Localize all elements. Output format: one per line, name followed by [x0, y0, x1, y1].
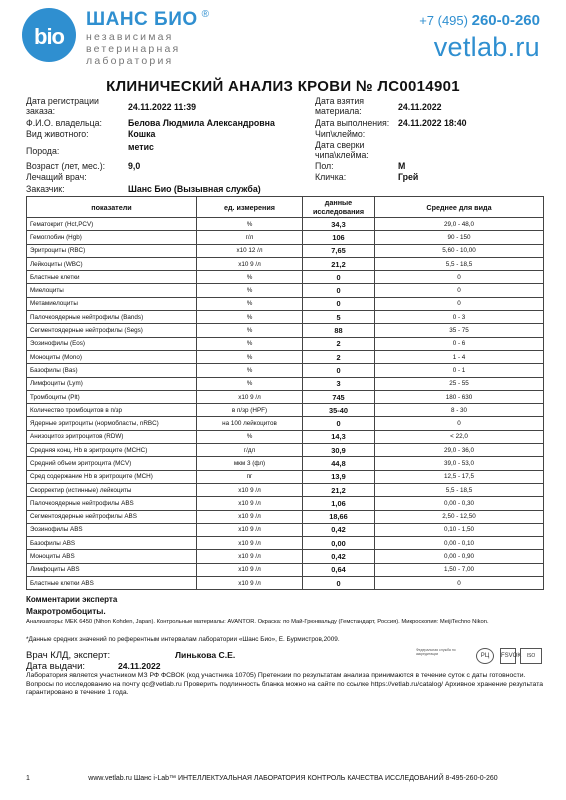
row-value: 14,3 — [303, 430, 375, 443]
sex-label: Пол: — [315, 161, 334, 171]
expert-label: Врач КЛД, эксперт: — [26, 650, 111, 661]
row-reference: 0 - 1 — [375, 364, 544, 377]
fsvok-mark-icon: FSVOK — [500, 648, 516, 664]
row-unit: x10 9 /л — [197, 257, 303, 270]
done-date-value: 24.11.2022 18:40 — [398, 118, 467, 128]
table-row — [27, 550, 544, 563]
comments-text: Макротромбоциты. — [26, 606, 106, 616]
col-header-unit: ед. измерения — [197, 197, 303, 218]
row-parameter: Лимфоциты (Lym) — [27, 377, 197, 390]
row-reference: 0 - 3 — [375, 311, 544, 324]
row-unit: % — [197, 350, 303, 363]
row-parameter: Лейкоциты (WBC) — [27, 257, 197, 270]
row-unit: % — [197, 324, 303, 337]
contacts — [419, 12, 540, 63]
sample-date-value: 24.11.2022 — [398, 102, 442, 112]
row-reference: 0,00 - 0,10 — [375, 537, 544, 550]
row-reference: 1,50 - 7,00 — [375, 563, 544, 576]
chip-check-label: Дата сверки чипа\клейма: — [315, 140, 369, 160]
certification-mark-icon: РЦ — [476, 648, 494, 664]
row-value: 35-40 — [303, 404, 375, 417]
row-unit: г/дл — [197, 444, 303, 457]
phone-number: 260-0-260 — [471, 12, 540, 29]
analyzers-note: Анализаторы: MEK 6450 (Nihon Kohden, Japan). Контрольные материалы: AVANTOR. Окраска: по Май-Грюнвальду (Гемстандарт, Россия). Микроскопия: MeijiTechno Nikon. — [26, 619, 489, 625]
row-parameter: Миелоциты — [27, 284, 197, 297]
row-value: 88 — [303, 324, 375, 337]
row-reference: 12,5 - 17,5 — [375, 470, 544, 483]
breed-label: Порода: — [26, 146, 60, 156]
row-unit: г/л — [197, 231, 303, 244]
brand-subtitle-line: лаборатория — [86, 55, 174, 67]
row-value: 34,3 — [303, 218, 375, 231]
row-unit: % — [197, 271, 303, 284]
table-row — [27, 510, 544, 523]
row-reference: 29,0 - 36,0 — [375, 444, 544, 457]
row-parameter: Лимфоциты ABS — [27, 563, 197, 576]
row-reference: 5,5 - 18,5 — [375, 483, 544, 496]
reg-date-label: Дата регистрации заказа: — [26, 96, 99, 116]
row-parameter: Тромбоциты (Plt) — [27, 390, 197, 403]
row-parameter: Базофилы (Bas) — [27, 364, 197, 377]
row-value: 21,2 — [303, 483, 375, 496]
table-row — [27, 231, 544, 244]
row-value: 0,42 — [303, 550, 375, 563]
row-reference: 29,0 - 48,0 — [375, 218, 544, 231]
row-value: 0 — [303, 577, 375, 590]
row-value: 0 — [303, 284, 375, 297]
issue-date-value: 24.11.2022 — [118, 661, 161, 671]
phone[interactable] — [419, 12, 540, 29]
table-row — [27, 377, 544, 390]
row-reference: 0,00 - 0,90 — [375, 550, 544, 563]
row-reference: 90 - 150 — [375, 231, 544, 244]
table-row — [27, 497, 544, 510]
table-row — [27, 350, 544, 363]
customer-value: Шанс Био (Вызывная служба) — [128, 184, 261, 194]
row-parameter: Сред содержание Hb в эритроците (MCH) — [27, 470, 197, 483]
logo-text: bio — [34, 24, 64, 49]
customer-label: Заказчик: — [26, 184, 65, 194]
row-unit: x10 9 /л — [197, 550, 303, 563]
table-row — [27, 284, 544, 297]
row-parameter: Скорректир (истинные) лейкоциты — [27, 483, 197, 496]
row-unit: x10 9 /л — [197, 497, 303, 510]
disclaimer: Лаборатория является участником МЗ РФ ФСВОК (код участника 10705) Претензии по результатам анализа принимаются в течение суток с даты готовности. Вопросы по исследованию на почту qc@vetlab.ru Проверить подлинность бланка можно на сайте по ссылке https://vetlab.ru/catalog/ Архивное хранение результата гарантировано в течение 1 года. — [26, 672, 544, 697]
results-header-row — [27, 197, 544, 218]
table-row — [27, 271, 544, 284]
table-row — [27, 537, 544, 550]
row-unit: x10 9 /л — [197, 510, 303, 523]
row-reference: 0 — [375, 417, 544, 430]
row-reference: 5,5 - 18,5 — [375, 257, 544, 270]
table-row — [27, 430, 544, 443]
row-parameter: Палочкоядерные нейтрофилы (Bands) — [27, 311, 197, 324]
row-unit: x10 12 /л — [197, 244, 303, 257]
reference-note: *Данные средних значений по референтным интервалам лаборатории «Шанс Био», Е. Бурмистров,2009. — [26, 636, 340, 643]
breed-value: метис — [128, 142, 154, 152]
row-parameter: Сегментоядерные нейтрофилы ABS — [27, 510, 197, 523]
owner-label: Ф.И.О. владельца: — [26, 118, 102, 128]
row-value: 106 — [303, 231, 375, 244]
row-unit: % — [197, 430, 303, 443]
comments-heading: Комментарии эксперта — [26, 595, 118, 604]
brand-subtitle-line: ветеринарная — [86, 43, 181, 55]
row-value: 0 — [303, 364, 375, 377]
row-unit: % — [197, 377, 303, 390]
row-unit: x10 9 /л — [197, 577, 303, 590]
row-value: 13,9 — [303, 470, 375, 483]
row-unit: x10 9 /л — [197, 523, 303, 536]
table-row — [27, 390, 544, 403]
table-row — [27, 324, 544, 337]
table-row — [27, 483, 544, 496]
row-reference: 0 — [375, 284, 544, 297]
row-value: 0,64 — [303, 563, 375, 576]
row-reference: 35 - 75 — [375, 324, 544, 337]
table-row — [27, 337, 544, 350]
row-parameter: Бластные клетки — [27, 271, 197, 284]
row-unit: % — [197, 284, 303, 297]
expert-name: Линькова С.Е. — [175, 650, 236, 660]
table-row — [27, 523, 544, 536]
table-row — [27, 297, 544, 310]
row-parameter: Средний объем эритроцита (MCV) — [27, 457, 197, 470]
row-reference: 180 - 630 — [375, 390, 544, 403]
brand-block — [86, 9, 209, 67]
row-reference: 0 — [375, 297, 544, 310]
row-reference: 39,0 - 53,0 — [375, 457, 544, 470]
row-unit: x10 9 /л — [197, 563, 303, 576]
registered-mark: ® — [201, 9, 210, 20]
table-row — [27, 417, 544, 430]
row-unit: % — [197, 218, 303, 231]
row-reference: 0 — [375, 271, 544, 284]
row-reference: 8 - 30 — [375, 404, 544, 417]
row-value: 2 — [303, 337, 375, 350]
col-header-parameter: показатели — [27, 197, 197, 218]
row-unit: x10 9 /л — [197, 483, 303, 496]
site-link[interactable]: vetlab.ru — [433, 32, 540, 62]
table-row — [27, 244, 544, 257]
row-parameter: Анизоцитоз эритроцитов (RDW) — [27, 430, 197, 443]
row-parameter: Моноциты ABS — [27, 550, 197, 563]
row-value: 1,06 — [303, 497, 375, 510]
table-row — [27, 457, 544, 470]
row-parameter: Эозинофилы (Eos) — [27, 337, 197, 350]
species-value: Кошка — [128, 129, 156, 139]
row-parameter: Моноциты (Mono) — [27, 350, 197, 363]
col-header-value: данные исследования — [303, 197, 375, 218]
page-title: КЛИНИЧЕСКИЙ АНАЛИЗ КРОВИ № ЛС0014901 — [106, 78, 460, 95]
page-header — [0, 0, 566, 70]
nickname-label: Кличка: — [315, 172, 347, 182]
row-unit: % — [197, 297, 303, 310]
row-unit: x10 9 /л — [197, 537, 303, 550]
row-value: 3 — [303, 377, 375, 390]
row-value: 0 — [303, 271, 375, 284]
row-unit: x10 9 /л — [197, 390, 303, 403]
row-value: 0,00 — [303, 537, 375, 550]
row-value: 44,8 — [303, 457, 375, 470]
phone-prefix: +7 (495) — [419, 13, 468, 28]
row-parameter: Палочкоядерные нейтрофилы ABS — [27, 497, 197, 510]
sample-date-label: Дата взятия материала: — [315, 96, 365, 116]
row-reference: 0,00 - 0,30 — [375, 497, 544, 510]
table-row — [27, 470, 544, 483]
done-date-label: Дата выполнения: — [315, 118, 390, 128]
row-reference: 0,10 - 1,50 — [375, 523, 544, 536]
row-reference: 25 - 55 — [375, 377, 544, 390]
row-parameter: Базофилы ABS — [27, 537, 197, 550]
patient-info — [26, 96, 546, 196]
row-parameter: Гемоглобин (Hgb) — [27, 231, 197, 244]
row-value: 745 — [303, 390, 375, 403]
row-parameter: Метамиелоциты — [27, 297, 197, 310]
row-reference: 1 - 4 — [375, 350, 544, 363]
row-parameter: Эозинофилы ABS — [27, 523, 197, 536]
table-row — [27, 364, 544, 377]
table-row — [27, 563, 544, 576]
row-value: 2 — [303, 350, 375, 363]
row-parameter: Количество тромбоцитов в п/зр — [27, 404, 197, 417]
row-parameter: Ядерные эритроциты (нормобласты, nRBC) — [27, 417, 197, 430]
row-unit: % — [197, 311, 303, 324]
page-number: 1 — [26, 775, 30, 782]
row-reference: 2,50 - 12,50 — [375, 510, 544, 523]
row-reference: 0 — [375, 577, 544, 590]
row-parameter: Эритроциты (RBC) — [27, 244, 197, 257]
row-unit: % — [197, 364, 303, 377]
doctor-label: Лечащий врач: — [26, 172, 87, 182]
row-unit: мкм 3 (фл) — [197, 457, 303, 470]
table-row — [27, 444, 544, 457]
table-row — [27, 257, 544, 270]
col-header-reference: Среднее для вида — [375, 197, 544, 218]
sex-value: М — [398, 161, 406, 171]
row-unit: % — [197, 337, 303, 350]
row-value: 0 — [303, 297, 375, 310]
row-unit: на 100 лейкоцитов — [197, 417, 303, 430]
results-table — [26, 196, 544, 590]
row-reference: 0 - 6 — [375, 337, 544, 350]
issue-date-label: Дата выдачи: — [26, 661, 86, 672]
nickname-value: Грей — [398, 172, 419, 182]
bio-logo-icon — [22, 8, 76, 62]
row-reference: 5,60 - 10,00 — [375, 244, 544, 257]
accreditation-text: Федеральная служба по аккредитации — [416, 648, 456, 656]
row-value: 0,42 — [303, 523, 375, 536]
row-parameter: Сегментоядерные нейтрофилы (Segs) — [27, 324, 197, 337]
results-body — [27, 218, 544, 590]
table-row — [27, 577, 544, 590]
reg-date-value: 24.11.2022 11:39 — [128, 102, 196, 112]
age-value: 9,0 — [128, 161, 141, 171]
row-parameter: Гематокрит (Hct,PCV) — [27, 218, 197, 231]
row-value: 21,2 — [303, 257, 375, 270]
row-value: 7,65 — [303, 244, 375, 257]
table-row — [27, 311, 544, 324]
table-row — [27, 404, 544, 417]
footer-text: www.vetlab.ru Шанс i-Lab™ ИНТЕЛЛЕКТУАЛЬНАЯ ЛАБОРАТОРИЯ КОНТРОЛЬ КАЧЕСТВА ИССЛЕДОВАНИЙ 8-495-260-0-260 — [88, 775, 498, 782]
table-row — [27, 218, 544, 231]
row-value: 5 — [303, 311, 375, 324]
chip-label: Чип\клеймо: — [315, 129, 366, 139]
brand-subtitle-line: независимая — [86, 31, 174, 43]
owner-value: Белова Людмила Александровна — [128, 118, 275, 128]
row-unit: пг — [197, 470, 303, 483]
row-value: 18,66 — [303, 510, 375, 523]
row-unit: в п/зр (HPF) — [197, 404, 303, 417]
brand-name: ШАНС БИО — [86, 9, 198, 30]
row-parameter: Средняя конц. Hb в эритроците (MCHC) — [27, 444, 197, 457]
row-parameter: Бластные клетки ABS — [27, 577, 197, 590]
iso-mark-icon: ISO — [520, 648, 542, 664]
row-value: 0 — [303, 417, 375, 430]
row-value: 30,9 — [303, 444, 375, 457]
row-reference: < 22,0 — [375, 430, 544, 443]
species-label: Вид животного: — [26, 129, 89, 139]
age-label: Возраст (лет, мес.): — [26, 161, 106, 171]
